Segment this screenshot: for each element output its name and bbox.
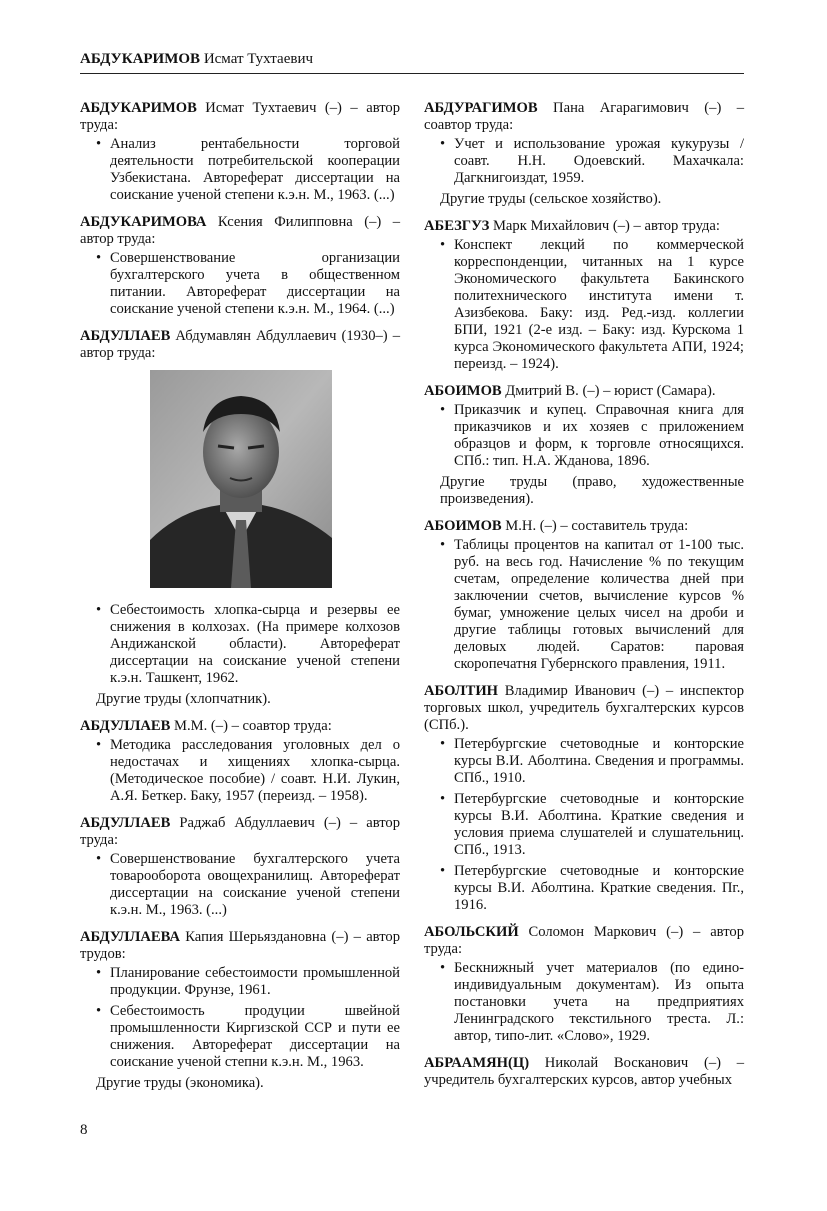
entry-heading [424,518,744,535]
entry-abduragimov [424,100,744,208]
entry-heading [80,214,400,248]
entry-aboltin [424,683,744,914]
work-item: • Приказчик и купец. Справочная книга для приказчиков и их хозяев с приложением образцов и форм, к торговле относящихся. СПб.: тип. Н.А. Жданова, 1896. [424,402,744,470]
entry-desc: Николай Восканович (–) – учредитель бухгалтерских курсов, автор учебных [424,1055,744,1088]
entry-desc: Абдумавлян Абдуллаевич (1930–) – автор труда: [80,328,400,361]
entry-desc: Исмат Тухтаевич (–) – автор труда: [80,100,400,133]
entry-desc: Соломон Маркович (–) – автор труда: [424,924,744,957]
entry-heading [424,1055,744,1089]
entry-name: АБРААМЯН(Ц) [424,1055,530,1071]
works-list [80,250,400,318]
work-item: • Конспект лекций по коммерческой корреспонденции, читанных на 1 курсе Экономического факультета Бакинского политехнического института имени т. Азизбекова. Баку: изд. Ред.-изд. коллегии БПИ, 1921 (2-е изд. – Баку: изд. Курскома 1 курса Экономического факультета АПИ, 1924; переизд. – 1924). [424,237,744,373]
work-item: • Петербургские счетоводные и конторские курсы В.И. Аболтина. Краткие сведения и условия приема слушателей и слушательниц. СПб., 1913. [424,791,744,859]
work-item: • Себестоимость хлопка-сырца и резервы ее снижения в колхозах. (На примере колхозов Андижанской области). Автореферат диссертации на соискание ученой степени к.э.н. Ташкент, 1962. [80,602,400,687]
entry-heading [80,718,400,735]
other-works: Другие труды (право, художественные произведения). [440,474,744,507]
entry-heading [80,328,400,362]
portrait-image [150,370,332,588]
entry-name: АБЕЗГУЗ [424,218,490,234]
entry-name: АБДУРАГИМОВ [424,100,538,116]
entry-desc: Раджаб Абдуллаевич (–) – автор труда: [80,815,400,848]
entry-heading [80,815,400,849]
work-item: • Анализ рентабельности торговой деятельности потребительской кооперации Узбекистана. Автореферат диссертации на соискание ученой степени к.э.н. М., 1963. (...) [80,136,400,204]
entry-desc: Владимир Иванович (–) – инспектор торговых школ, учредитель бухгалтерских курсов (СПб.). [424,683,744,733]
entry-heading [424,100,744,134]
work-item: • Петербургские счетоводные и конторские курсы В.И. Аболтина. Сведения и программы. СПб., 1910. [424,736,744,787]
entry-name: АБДУКАРИМОВ [80,100,197,116]
entry-abdukarimova [80,214,400,318]
entry-heading [424,383,744,400]
running-head-surname: АБДУКАРИМОВ [80,51,201,67]
work-item: • Бескнижный учет материалов (по едино-индивидуальным документам). Из опыта постановки учета на предприятиях Ленинградского текстильного треста. Л.: автор, типо-лит. «Слово», 1929. [424,960,744,1045]
entry-heading [424,924,744,958]
entry-aboimov-dmitry [424,383,744,508]
work-item: • Таблицы процентов на капитал от 1-100 тыс. руб. на весь год. Начисление % по текущим счетам, определение количества дней при заключении счетов, вычисление курсов % бумаг, умножение целых чисел на дроби и другие таблицы готовых вычислений для деловых людей. Саратов: паровая скоропечатня Губернского правления, 1911. [424,537,744,673]
entry-abezguz [424,218,744,373]
works-list [80,737,400,805]
portrait-photo [150,370,332,588]
entry-abdullaev-abdumavlyan [80,328,400,708]
page-number: 8 [80,1122,88,1138]
entry-name: АБДУЛЛАЕВ [80,328,171,344]
running-head [80,50,744,68]
works-list [424,402,744,470]
entry-desc: Пана Агарагимович (–) – соавтор труда: [424,100,744,133]
works-list [424,237,744,373]
left-column [80,100,400,1102]
work-item: • Петербургские счетоводные и конторские курсы В.И. Аболтина. Краткие сведения. Пг., 1916. [424,863,744,914]
works-list [80,851,400,919]
works-list [80,602,400,687]
entry-heading [80,929,400,963]
entry-desc: М.Н. (–) – составитель труда: [501,518,689,534]
work-item: • Планирование себестоимости промышленной продукции. Фрунзе, 1961. [80,965,400,999]
entry-name: АБДУКАРИМОВА [80,214,207,230]
works-list [80,136,400,204]
entry-abdullaeva [80,929,400,1092]
entry-desc: Марк Михайлович (–) – автор труда: [489,218,720,234]
entry-name: АБОИМОВ [424,383,502,399]
entry-name: АБДУЛЛАЕВ [80,815,171,831]
entry-desc: М.М. (–) – соавтор труда: [170,718,332,734]
entry-abdukarimov [80,100,400,204]
entry-abolsky [424,924,744,1045]
right-column [424,100,744,1099]
running-head-rest: Исмат Тухтаевич [200,51,314,67]
entry-aboimov-mn [424,518,744,673]
entry-name: АБОИМОВ [424,518,502,534]
work-item: • Совершенствование организации бухгалтерского учета в общественном питании. Автореферат диссертации на соискание ученой степени к.э.н. М., 1964. (...) [80,250,400,318]
entry-abraamyan [424,1055,744,1089]
entry-desc: Ксения Филипповна (–) – автор труда: [80,214,400,247]
entry-heading [424,683,744,734]
work-item: • Методика расследования уголовных дел о недостачах и хищениях хлопка-сырца. (Методическое пособие) / соавт. Н.И. Лукин, А.Я. Беткер. Баку, 1957 (переизд. – 1958). [80,737,400,805]
entry-name: АБОЛЬСКИЙ [424,924,519,940]
works-list [424,736,744,914]
works-list [80,965,400,1071]
work-item: • Себестоимость продуции швейной промышленности Киргизской ССР и пути ее снижения. Автореферат диссертации на соискание ученой степни к.э.н. М., 1963. [80,1003,400,1071]
works-list [424,960,744,1045]
work-item: • Совершенствование бухгалтерского учета товарооборота овощехранилищ. Автореферат диссертации на соискание ученой степени к.э.н. М., 1963. (...) [80,851,400,919]
other-works: Другие труды (хлопчатник). [96,691,271,707]
other-works: Другие труды (экономика). [96,1075,264,1091]
entry-desc: Дмитрий В. (–) – юрист (Самара). [501,383,716,399]
entry-heading [80,100,400,134]
works-list [424,537,744,673]
other-works: Другие труды (сельское хозяйство). [440,191,662,207]
entry-name: АБДУЛЛАЕВ [80,718,171,734]
works-list [424,136,744,187]
entry-abdullaev-radzhab [80,815,400,919]
entry-desc: Капия Шерьяздановна (–) – автор трудов: [80,929,400,962]
entry-heading [424,218,744,235]
entry-name: АБДУЛЛАЕВА [80,929,181,945]
entry-name: АБОЛТИН [424,683,499,699]
header-rule [80,73,744,74]
work-item: • Учет и использование урожая кукурузы / соавт. Н.Н. Одоевский. Махачкала: Дагкнигоиздат, 1959. [424,136,744,187]
entry-abdullaev-mm [80,718,400,805]
